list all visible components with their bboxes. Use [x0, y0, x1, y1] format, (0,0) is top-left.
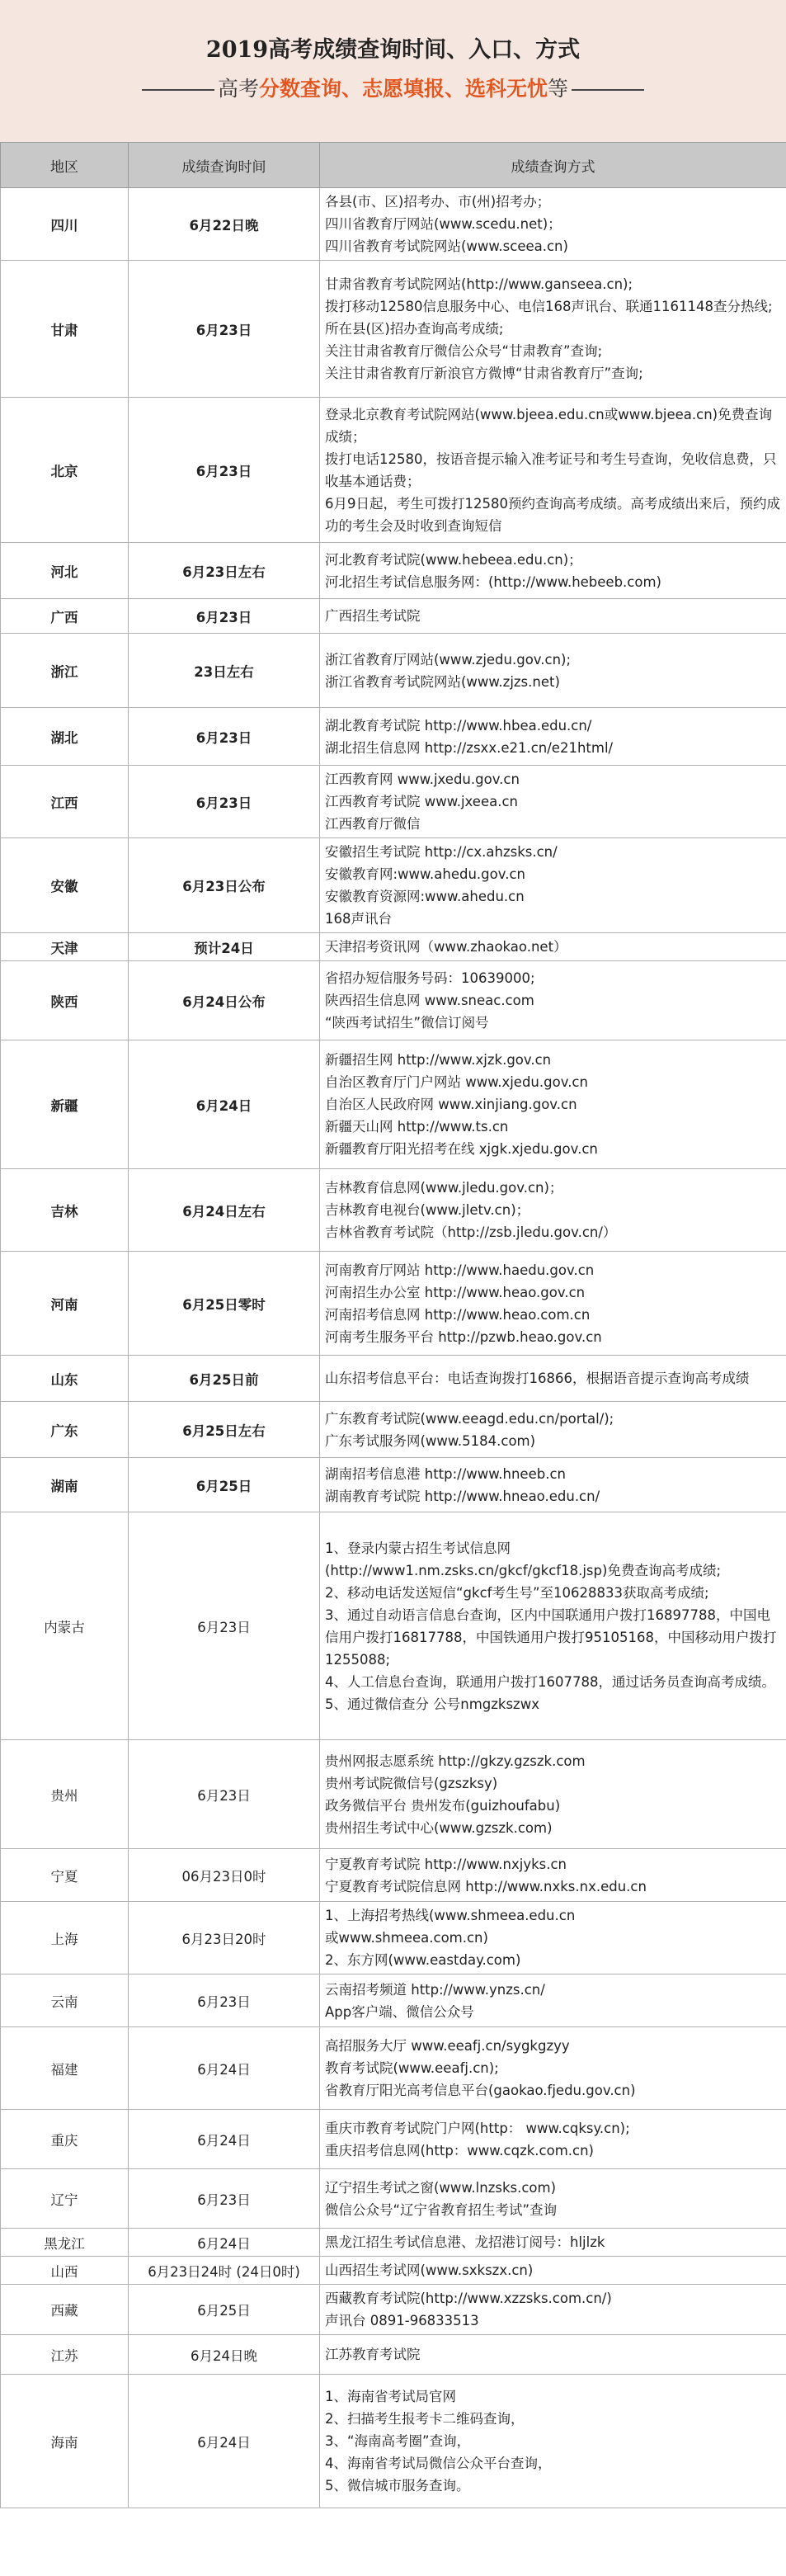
table-row — [1, 1512, 786, 1740]
cell-query-method — [320, 599, 786, 634]
method-line: 湖南招考信息港 http://www.hneeb.cn — [325, 1465, 566, 1482]
cell-region: 四川 — [1, 188, 129, 261]
cell-query-time: 6月23日 — [129, 708, 320, 766]
method-line: 重庆招考信息网(http：www.cqzk.com.cn) — [325, 2142, 594, 2158]
table-row — [1, 766, 786, 838]
cell-query-time: 6月24日 — [129, 1040, 320, 1169]
cell-query-method — [320, 1252, 786, 1356]
cell-query-time: 6月25日前 — [129, 1356, 320, 1402]
subtitle-rule-left — [142, 89, 214, 91]
method-line: 自治区人民政府网 www.xinjiang.gov.cn — [325, 1097, 577, 1112]
method-line: 湖北招生信息网 http://zsxx.e21.cn/e21html/ — [325, 739, 614, 756]
cell-query-time: 6月24日公布 — [129, 961, 320, 1040]
cell-query-time: 6月25日左右 — [129, 1402, 320, 1458]
method-line: (http://www1.nm.zsks.cn/gkcf/gkcf18.jsp)免费查询高考成绩; — [325, 1562, 721, 1578]
subtitle-rule-right — [572, 89, 644, 91]
cell-query-method — [320, 188, 786, 261]
cell-query-time: 6月24日 — [129, 2027, 320, 2110]
cell-query-method — [320, 2027, 786, 2110]
table-row — [1, 2110, 786, 2169]
cell-region: 甘肃 — [1, 261, 129, 398]
method-line: 河南招生办公室 http://www.heao.gov.cn — [325, 1284, 586, 1300]
cell-region: 湖北 — [1, 708, 129, 766]
table-row — [1, 634, 786, 708]
cell-region: 内蒙古 — [1, 1512, 129, 1740]
cell-region: 江苏 — [1, 2335, 129, 2375]
cell-query-method — [320, 708, 786, 766]
cell-region: 宁夏 — [1, 1849, 129, 1902]
cell-region: 河南 — [1, 1252, 129, 1356]
method-line: 安徽招生考试院 http://cx.ahzsks.cn/ — [325, 844, 558, 860]
cell-query-time: 6月25日 — [129, 2285, 320, 2335]
method-line: 黑龙江招生考试信息港、龙招港订阅号：hljlzk — [325, 2234, 605, 2250]
cell-region: 云南 — [1, 1974, 129, 2027]
method-line: 省教育厅阳光高考信息平台(gaokao.fjedu.gov.cn) — [325, 2083, 636, 2098]
method-line: 政务微信平台 贵州发布(guizhoufabu) — [325, 1797, 561, 1814]
table-row — [1, 2169, 786, 2229]
method-line: 湖北教育考试院 http://www.hbea.edu.cn/ — [325, 717, 592, 734]
cell-query-method — [320, 1740, 786, 1849]
cell-query-method — [320, 2110, 786, 2169]
method-line: 吉林教育电视台(www.jletv.cn)； — [325, 1202, 530, 1218]
cell-query-method — [320, 1356, 786, 1402]
cell-query-method — [320, 961, 786, 1040]
method-line: 四川省教育厅网站(www.scedu.net)； — [325, 216, 562, 232]
cell-query-method — [320, 2285, 786, 2335]
column-header-time: 成绩查询时间 — [129, 143, 320, 188]
cell-query-method — [320, 2169, 786, 2229]
method-line: 新疆招生网 http://www.xjzk.gov.cn — [325, 1052, 552, 1068]
table-row — [1, 1402, 786, 1458]
cell-query-method — [320, 1512, 786, 1740]
method-line: 微信公众号“辽宁省教育招生考试”查询 — [325, 2201, 558, 2218]
page-title: 2019高考成绩查询时间、入口、方式 — [205, 37, 581, 63]
cell-region: 天津 — [1, 933, 129, 961]
cell-query-time: 6月23日 — [129, 766, 320, 838]
cell-query-time: 6月23日 — [129, 1512, 320, 1740]
cell-query-time: 23日左右 — [129, 634, 320, 708]
method-line: 声讯台 0891-96833513 — [325, 2313, 479, 2328]
cell-query-time: 6月24日 — [129, 2110, 320, 2169]
cell-query-time: 6月23日公布 — [129, 838, 320, 933]
cell-query-time: 6月23日 — [129, 1740, 320, 1849]
column-header-region: 地区 — [1, 143, 129, 188]
cell-query-time: 6月25日 — [129, 1458, 320, 1512]
cell-query-method — [320, 2335, 786, 2375]
table-row — [1, 961, 786, 1040]
cell-region: 陕西 — [1, 961, 129, 1040]
method-line: 甘肃省教育考试院网站(http://www.ganseea.cn); — [325, 276, 633, 292]
method-line: 广西招生考试院 — [325, 608, 421, 624]
subtitle-suffix: 等 — [548, 77, 569, 101]
cell-query-time: 6月23日 — [129, 398, 320, 543]
cell-region: 新疆 — [1, 1040, 129, 1169]
cell-query-method — [320, 933, 786, 961]
cell-query-time: 6月23日 — [129, 2169, 320, 2229]
cell-query-method — [320, 2257, 786, 2285]
method-line: 所在县(区)招办查询高考成绩; — [325, 321, 504, 337]
cell-query-time: 6月23日左右 — [129, 543, 320, 599]
table-row — [1, 2285, 786, 2335]
method-line: 高招服务大厅 www.eeafj.cn/sygkgzyy — [325, 2038, 570, 2054]
table-row — [1, 1849, 786, 1902]
cell-query-method — [320, 1040, 786, 1169]
page-header — [0, 0, 786, 143]
table-row — [1, 1356, 786, 1402]
method-line: 广东考试服务网(www.5184.com) — [325, 1432, 536, 1449]
cell-query-time: 6月23日 — [129, 261, 320, 398]
cell-query-time: 6月23日24时 (24日0时) — [129, 2257, 320, 2285]
table-row — [1, 1902, 786, 1974]
cell-region: 山西 — [1, 2257, 129, 2285]
table-row — [1, 2257, 786, 2285]
method-line: “陕西考试招生”微信订阅号 — [325, 1015, 489, 1031]
method-line: 江西教育网 www.jxedu.gov.cn — [325, 771, 520, 787]
method-line: 宁夏教育考试院信息网 http://www.nxks.nx.edu.cn — [325, 1878, 647, 1894]
method-line: 1、上海招考热线(www.shmeea.edu.cn — [325, 1908, 576, 1923]
method-line: 4、海南省考试局微信公众平台查询， — [325, 2456, 552, 2471]
table-row — [1, 2027, 786, 2110]
method-line: 2、移动电话发送短信“gkcf考生号”至10628833获取高考成绩; — [325, 1584, 709, 1601]
cell-query-time: 6月23日 — [129, 599, 320, 634]
method-line: 登录北京教育考试院网站(www.bjeea.edu.cn或www.bjeea.cn)免费查询成绩； — [325, 406, 773, 445]
method-line: 河南教育厅网站 http://www.haedu.gov.cn — [325, 1262, 595, 1278]
cell-region: 西藏 — [1, 2285, 129, 2335]
method-line: 拨打电话12580，按语音提示输入准考证号和考生号查询，免收信息费，只收基本通话费； — [325, 451, 777, 489]
method-line: 浙江省教育厅网站(www.zjedu.gov.cn); — [325, 651, 572, 668]
cell-query-method — [320, 1458, 786, 1512]
table-row — [1, 1458, 786, 1512]
cell-region: 河北 — [1, 543, 129, 599]
cell-query-method — [320, 1402, 786, 1458]
table-row — [1, 1974, 786, 2027]
cell-region: 上海 — [1, 1902, 129, 1974]
method-line: 浙江省教育考试院网站(www.zjzs.net) — [325, 673, 560, 690]
cell-region: 重庆 — [1, 2110, 129, 2169]
method-line: 5、通过微信查分 公号nmgzkszwx — [325, 1696, 539, 1712]
method-line: 重庆市教育考试院门户网(http： www.cqksy.cn); — [325, 2120, 630, 2136]
score-query-table — [0, 142, 786, 2508]
cell-query-time: 6月25日零时 — [129, 1252, 320, 1356]
page-subtitle — [0, 73, 786, 102]
cell-query-time: 6月23日20时 — [129, 1902, 320, 1974]
cell-region: 浙江 — [1, 634, 129, 708]
cell-query-method — [320, 2375, 786, 2508]
subtitle-highlight: 分数查询、志愿填报、选科无忧 — [258, 77, 548, 101]
cell-query-method — [320, 543, 786, 599]
table-row — [1, 1740, 786, 1849]
table-row — [1, 1040, 786, 1169]
method-line: 教育考试院(www.eeafj.cn); — [325, 2060, 499, 2076]
method-line: 山东招考信息平台：电话查询拨打16866，根据语音提示查询高考成绩 — [325, 1371, 750, 1386]
cell-query-method — [320, 1849, 786, 1902]
method-line: 宁夏教育考试院 http://www.nxjyks.cn — [325, 1856, 567, 1872]
cell-region: 山东 — [1, 1356, 129, 1402]
method-line: 2、东方网(www.eastday.com) — [325, 1952, 521, 1968]
table-row — [1, 261, 786, 398]
method-line: 省招办短信服务号码：10639000; — [325, 970, 535, 986]
method-line: 自治区教育厅门户网站 www.xjedu.gov.cn — [325, 1074, 588, 1090]
method-line: 安徽教育网:www.ahedu.gov.cn — [325, 866, 525, 882]
cell-region: 广东 — [1, 1402, 129, 1458]
method-line: 西藏教育考试院(http://www.xzzsks.com.cn/) — [325, 2291, 612, 2306]
cell-query-method — [320, 634, 786, 708]
cell-query-time: 6月24日 — [129, 2375, 320, 2508]
cell-region: 安徽 — [1, 838, 129, 933]
method-line: 安徽教育资源网:www.ahedu.cn — [325, 889, 525, 904]
method-line: 168声讯台 — [325, 911, 392, 927]
table-row — [1, 2375, 786, 2508]
method-line: 1、海南省考试局官网 — [325, 2389, 456, 2404]
table-row — [1, 933, 786, 961]
method-line: 天津招考资讯网（www.zhaokao.net） — [325, 939, 567, 955]
method-line: 5、微信城市服务查询。 — [325, 2478, 470, 2493]
method-line: 河北招生考试信息服务网：(http://www.hebeeb.com) — [325, 573, 661, 590]
method-line: 或www.shmeea.com.cn) — [325, 1930, 488, 1946]
method-line: 江西教育厅微信 — [325, 816, 421, 832]
method-line: 新疆教育厅阳光招考在线 xjgk.xjedu.gov.cn — [325, 1141, 598, 1157]
cell-region: 江西 — [1, 766, 129, 838]
method-line: 河南招考信息网 http://www.heao.com.cn — [325, 1306, 591, 1323]
method-line: 四川省教育考试院网站(www.sceea.cn) — [325, 238, 568, 254]
table-row — [1, 708, 786, 766]
table-row — [1, 599, 786, 634]
method-line: 河北教育考试院(www.hebeea.edu.cn)； — [325, 551, 582, 568]
cell-query-time: 6月24日左右 — [129, 1169, 320, 1252]
table-row — [1, 838, 786, 933]
cell-query-time: 06月23日0时 — [129, 1849, 320, 1902]
method-line: 江西教育考试院 www.jxeea.cn — [325, 794, 518, 809]
cell-region: 贵州 — [1, 1740, 129, 1849]
method-line: 3、“海南高考圈”查询， — [325, 2433, 471, 2449]
cell-region: 福建 — [1, 2027, 129, 2110]
method-line: 1、登录内蒙古招生考试信息网 — [325, 1540, 511, 1556]
method-line: 贵州考试院微信号(gzszksy) — [325, 1775, 498, 1791]
method-line: 云南招考频道 http://www.ynzs.cn/ — [325, 1981, 545, 1998]
cell-query-method — [320, 2229, 786, 2257]
cell-region: 北京 — [1, 398, 129, 543]
cell-region: 海南 — [1, 2375, 129, 2508]
method-line: 江苏教育考试院 — [325, 2347, 421, 2362]
table-header-row — [1, 143, 786, 188]
method-line: 吉林教育信息网(www.jledu.gov.cn)； — [325, 1180, 563, 1196]
cell-region: 湖南 — [1, 1458, 129, 1512]
cell-query-method — [320, 1902, 786, 1974]
method-line: 2、扫描考生报考卡二维码查询， — [325, 2411, 525, 2427]
cell-region: 辽宁 — [1, 2169, 129, 2229]
table-row — [1, 543, 786, 599]
method-line: 吉林省教育考试院（http://zsb.jledu.gov.cn/） — [325, 1224, 617, 1240]
method-line: 贵州招生考试中心(www.gzszk.com) — [325, 1819, 553, 1836]
table-row — [1, 188, 786, 261]
method-line: 河南考生服务平台 http://pzwb.heao.gov.cn — [325, 1328, 602, 1345]
cell-query-time: 预计24日 — [129, 933, 320, 961]
method-line: 6月9日起，考生可拨打12580预约查询高考成绩。高考成绩出来后，预约成功的考生会及时收到查询短信 — [325, 495, 780, 534]
method-line: 3、通过自动语言信息台查询，区内中国联通用户拨打16897788，中国电信用户拨打16817788，中国铁通用户拨打95105168，中国移动用户拨打1255088; — [325, 1606, 777, 1668]
method-line: 辽宁招生考试之窗(www.lnzsks.com) — [325, 2179, 557, 2196]
table-row — [1, 398, 786, 543]
method-line: 关注甘肃省教育厅新浪官方微博“甘肃省教育厅”查询; — [325, 366, 643, 381]
method-line: 4、人工信息台查询，联通用户拨打1607788，通过话务员查询高考成绩。 — [325, 1673, 775, 1690]
method-line: 各县(市、区)招考办、市(州)招考办； — [325, 194, 551, 210]
cell-region: 广西 — [1, 599, 129, 634]
table-row — [1, 2335, 786, 2375]
cell-query-time: 6月24日晚 — [129, 2335, 320, 2375]
table-row — [1, 1169, 786, 1252]
method-line: 贵州网报志愿系统 http://gkzy.gzszk.com — [325, 1753, 586, 1769]
cell-region: 吉林 — [1, 1169, 129, 1252]
cell-query-method — [320, 1974, 786, 2027]
subtitle-prefix: 高考 — [217, 77, 259, 101]
cell-query-method — [320, 1169, 786, 1252]
cell-query-time: 6月24日 — [129, 2229, 320, 2257]
cell-query-method — [320, 261, 786, 398]
cell-query-method — [320, 766, 786, 838]
cell-region: 黑龙江 — [1, 2229, 129, 2257]
cell-query-time: 6月23日 — [129, 1974, 320, 2027]
method-line: 新疆天山网 http://www.ts.cn — [325, 1119, 509, 1135]
table-body — [1, 188, 786, 2508]
method-line: App客户端、微信公众号 — [325, 2003, 474, 2020]
cell-query-time: 6月22日晚 — [129, 188, 320, 261]
method-line: 陕西招生信息网 www.sneac.com — [325, 993, 534, 1008]
table-row — [1, 2229, 786, 2257]
method-line: 山西招生考试网(www.sxkszx.cn) — [325, 2262, 534, 2278]
method-line: 广东教育考试院(www.eeagd.edu.cn/portal/); — [325, 1410, 614, 1427]
table-row — [1, 1252, 786, 1356]
method-line: 拨打移动12580信息服务中心、电信168声讯台、联通1161148查分热线; — [325, 299, 773, 314]
column-header-method: 成绩查询方式 — [320, 143, 786, 188]
method-line: 湖南教育考试院 http://www.hneao.edu.cn/ — [325, 1488, 600, 1504]
cell-query-method — [320, 398, 786, 543]
method-line: 关注甘肃省教育厅微信公众号“甘肃教育”查询; — [325, 343, 603, 359]
cell-query-method — [320, 838, 786, 933]
